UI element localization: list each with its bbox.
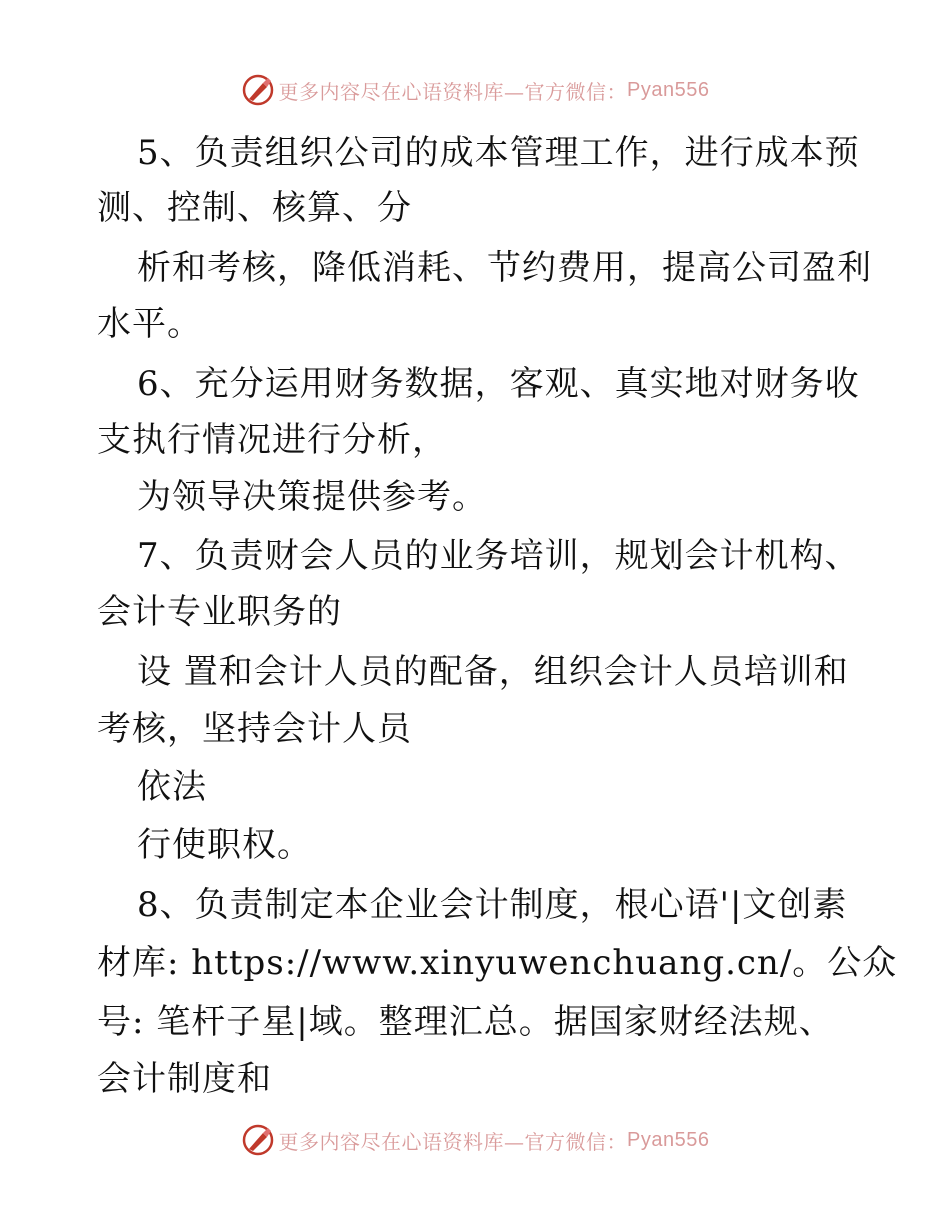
text-line: 材库: https://www.xinyuwenchuang.cn/。公众: [97, 943, 898, 983]
text-line: 为领导决策提供参考。: [137, 477, 487, 517]
header-wechat-id: Pyan556: [627, 78, 710, 101]
text-line: 水平。: [97, 304, 202, 344]
text-line: 号: 笔杆子星|域。整理汇总。据国家财经法规、: [97, 1002, 834, 1042]
header-watermark-banner: [0, 68, 950, 112]
pen-logo-icon: [241, 1123, 275, 1157]
text-line: 会计制度和: [97, 1059, 272, 1099]
text-line: 依法: [137, 767, 207, 807]
header-banner-text: 更多内容尽在心语资料库—官方微信：: [278, 79, 628, 104]
text-line: 会计专业职务的: [97, 592, 342, 632]
footer-banner-text: 更多内容尽在心语资料库—官方微信：: [278, 1129, 628, 1154]
pen-logo-icon: [241, 73, 275, 107]
text-line: 5、负责组织公司的成本管理工作，进行成本预: [137, 133, 860, 173]
text-line: 设 置和会计人员的配备，组织会计人员培训和: [137, 652, 849, 692]
footer-wechat-id: Pyan556: [627, 1128, 710, 1151]
text-line: 测、控制、核算、分: [97, 188, 412, 228]
text-line: 行使职权。: [137, 825, 312, 865]
text-line: 8、负责制定本企业会计制度，根心语'|文创素: [137, 885, 848, 925]
text-line: 7、负责财会人员的业务培训，规划会计机构、: [137, 536, 860, 576]
footer-watermark-banner: [0, 1118, 950, 1162]
text-line: 6、充分运用财务数据，客观、真实地对财务收: [137, 364, 860, 404]
text-line: 析和考核，降低消耗、节约费用，提高公司盈利: [137, 248, 872, 288]
text-line: 支执行情况进行分析，: [97, 420, 447, 460]
text-line: 考核，坚持会计人员: [97, 709, 412, 749]
